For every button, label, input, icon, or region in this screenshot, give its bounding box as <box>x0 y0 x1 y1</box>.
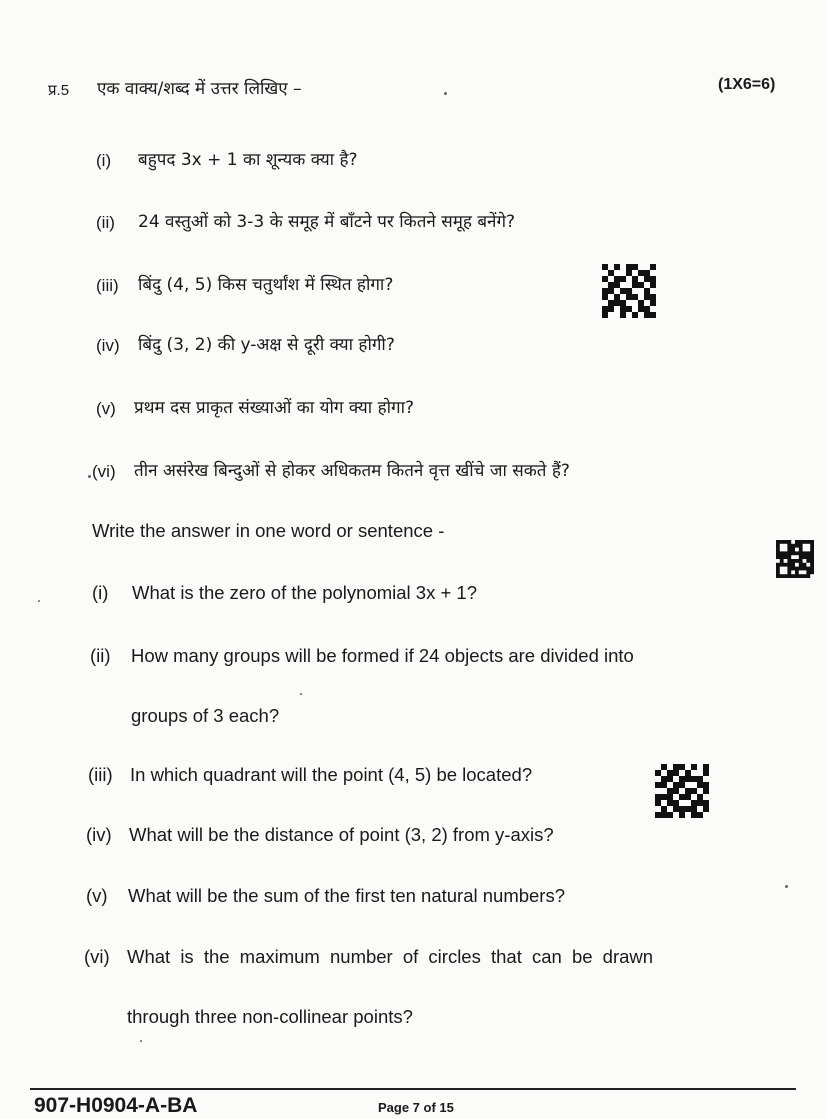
scan-speck <box>444 92 447 95</box>
hindi-item-text: बिंदु (4, 5) किस चतुर्थांश में स्थित होगा? <box>138 275 394 295</box>
english-heading: Write the answer in one word or sentence - <box>92 520 445 541</box>
english-item-number: (ii) <box>90 645 111 666</box>
marks-label: (1X6=6) <box>718 76 776 93</box>
hindi-item-number: (iv) <box>96 336 120 355</box>
paper-code: 907-H0904-A-BA <box>34 1094 198 1117</box>
english-item-number: (iii) <box>88 764 113 785</box>
scan-speck <box>38 600 40 602</box>
english-item-text: What will be the sum of the first ten natural numbers? <box>128 885 566 906</box>
qr-code-icon <box>602 264 656 318</box>
qr-code-icon <box>776 540 814 578</box>
english-item-text: What is the maximum number of circles that can be drawn <box>127 946 654 967</box>
scan-speck <box>300 693 302 695</box>
hindi-item-number: (iii) <box>96 276 119 295</box>
english-item-number: (iv) <box>86 824 112 845</box>
hindi-item-text: प्रथम दस प्राकृत संख्याओं का योग क्या होगा? <box>134 398 415 418</box>
english-item-continuation: groups of 3 each? <box>131 705 280 726</box>
hindi-item-text: बहुपद 3x + 1 का शून्यक क्या है? <box>138 150 358 170</box>
english-item-number: (vi) <box>84 946 110 967</box>
page-number: Page 7 of 15 <box>378 1100 454 1115</box>
hindi-item-text: तीन असंरेख बिन्दुओं से होकर अधिकतम कितने वृत्त खींचे जा सकते हैं? <box>134 461 570 481</box>
english-item-text: How many groups will be formed if 24 objects are divided into <box>131 645 634 666</box>
hindi-item-number: (v) <box>96 399 116 418</box>
hindi-item-text: बिंदु (3, 2) की y-अक्ष से दूरी क्या होगी? <box>138 335 395 355</box>
hindi-item-number: (vi) <box>92 462 116 481</box>
english-item-continuation: through three non-collinear points? <box>127 1006 413 1027</box>
question-heading-hindi: एक वाक्य/शब्द में उत्तर लिखिए – <box>97 79 302 99</box>
qr-code-icon <box>655 764 709 818</box>
english-item-text: In which quadrant will the point (4, 5) be located? <box>130 764 533 785</box>
english-item-number: (i) <box>92 582 109 603</box>
hindi-item-text: 24 वस्तुओं को 3-3 के समूह में बाँटने पर कितने समूह बनेंगे? <box>138 212 516 232</box>
scan-speck <box>140 1040 142 1042</box>
hindi-item-number: (ii) <box>96 213 115 232</box>
english-item-number: (v) <box>86 885 108 906</box>
hindi-item-number: (i) <box>96 151 112 170</box>
english-item-text: What will be the distance of point (3, 2) from y-axis? <box>129 824 554 845</box>
scan-speck <box>88 475 91 478</box>
english-item-text: What is the zero of the polynomial 3x + 1? <box>132 582 478 603</box>
question-number: प्र.5 <box>48 82 70 99</box>
scan-speck <box>785 885 788 888</box>
footer-rule <box>30 1088 796 1090</box>
